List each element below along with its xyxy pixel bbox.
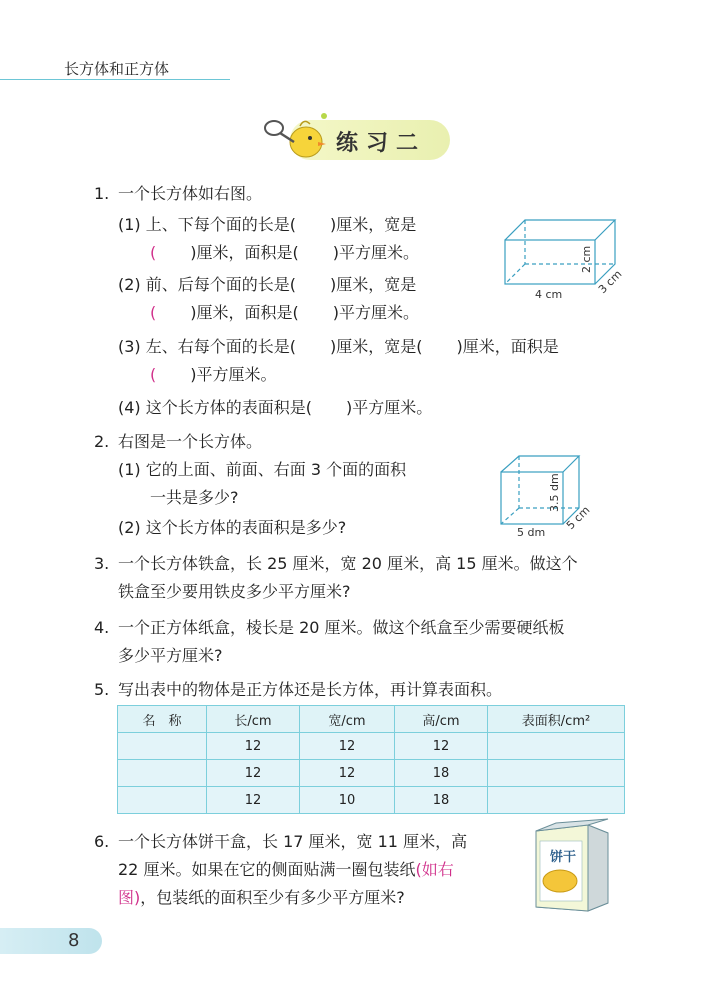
- q4-line2: 多少平方厘米?: [118, 646, 223, 665]
- q1-part2-line1: [118, 275, 416, 295]
- q1-p1-text-d: )厘米，面积是(: [190, 243, 299, 262]
- table-cell: 12: [300, 733, 395, 760]
- q1-part1-line1: [118, 215, 416, 235]
- table-cell: 12: [207, 760, 300, 787]
- q1-height-label: 2 cm: [580, 245, 593, 273]
- chapter-title: 长方体和正方体: [64, 60, 170, 78]
- q1-p3-text-d: (: [150, 365, 157, 384]
- chick-mascot-icon: [260, 108, 330, 164]
- q1-p3-text-a: (3) 左、右每个面的长是(: [118, 337, 296, 356]
- q1-part2-line2: [150, 303, 419, 323]
- page-number: 8: [68, 930, 80, 951]
- q2-width-label: 5 cm: [563, 503, 593, 533]
- cuboid-figure-q2: [495, 450, 605, 540]
- q4-line1: 一个正方体纸盒，棱长是 20 厘米。做这个纸盒至少需要硬纸板: [118, 618, 565, 637]
- q1-length-label: 4 cm: [535, 288, 563, 301]
- q1-stem: 一个长方体如右图。: [118, 184, 263, 203]
- table-header: 宽/cm: [300, 706, 395, 733]
- table-cell: [488, 733, 625, 760]
- table-cell: 12: [207, 733, 300, 760]
- header-rule: [0, 79, 230, 80]
- q1-number: 1.: [94, 184, 110, 203]
- q4-number: 4.: [94, 618, 110, 637]
- table-row: [118, 787, 625, 814]
- q6-line2-text: 22 厘米。如果在它的侧面贴满一圈包装纸: [118, 860, 416, 879]
- page-number-tab: [0, 928, 102, 954]
- table-cell: 10: [300, 787, 395, 814]
- table-cell: [118, 733, 207, 760]
- cuboid-figure-q1: [495, 210, 635, 305]
- q1-p2-text-e: )平方厘米。: [332, 303, 419, 322]
- q6-line1: 一个长方体饼干盒，长 17 厘米，宽 11 厘米，高: [118, 832, 468, 851]
- q1-p3-text-c: )厘米，面积是: [456, 337, 559, 356]
- table-cell: [118, 787, 207, 814]
- biscuit-box-illustration: [528, 815, 618, 915]
- table-cell: 12: [395, 733, 488, 760]
- table-cell: 18: [395, 787, 488, 814]
- q1-p2-text-b: )厘米，宽是: [330, 275, 417, 294]
- q1-p1-text-b: )厘米，宽是: [330, 215, 417, 234]
- q2-stem: 右图是一个长方体。: [118, 432, 263, 451]
- exercise-title: 练习二: [336, 131, 427, 156]
- q6-number: 6.: [94, 832, 110, 851]
- table-header: 高/cm: [395, 706, 488, 733]
- table-cell: [488, 760, 625, 787]
- q6-figure-ref-b: 图): [118, 888, 141, 907]
- table-cell: 18: [395, 760, 488, 787]
- q5-stem: 写出表中的物体是正方体还是长方体，再计算表面积。: [118, 680, 503, 699]
- q1-width-label: 3 cm: [595, 267, 625, 297]
- q1-part3-line2: [150, 365, 277, 385]
- table-cell: [488, 787, 625, 814]
- table-cell: 12: [207, 787, 300, 814]
- q2-part2: (2) 这个长方体的表面积是多少?: [118, 518, 347, 537]
- table-header: 名 称: [118, 706, 207, 733]
- biscuit-box-label: 饼干: [550, 850, 577, 865]
- q1-p2-text-a: (2) 前、后每个面的长是(: [118, 275, 296, 294]
- table-row: [118, 760, 625, 787]
- table-row: [118, 733, 625, 760]
- table-header-row: [118, 706, 625, 733]
- q1-p2-text-c: (: [150, 303, 157, 322]
- q3-number: 3.: [94, 554, 110, 573]
- q2-number: 2.: [94, 432, 110, 451]
- q1-p1-text-a: (1) 上、下每个面的长是(: [118, 215, 296, 234]
- q3-line1: 一个长方体铁盒，长 25 厘米，宽 20 厘米，高 15 厘米。做这个: [118, 554, 578, 573]
- table-header: 表面积/cm²: [488, 706, 625, 733]
- q1-p4-text-b: )平方厘米。: [346, 398, 433, 417]
- q1-part4: [118, 398, 432, 418]
- q2-part1-line1: (1) 它的上面、前面、右面 3 个面的面积: [118, 460, 407, 479]
- q2-height-label: 3.5 dm: [548, 473, 561, 512]
- q6-line3: [118, 888, 405, 908]
- q1-p1-text-c: (: [150, 243, 157, 262]
- q1-p2-text-d: )厘米，面积是(: [190, 303, 299, 322]
- q6-figure-ref-a: (如右: [415, 860, 454, 879]
- table-cell: 12: [300, 760, 395, 787]
- q1-p3-text-e: )平方厘米。: [190, 365, 277, 384]
- q2-length-label: 5 dm: [517, 526, 546, 539]
- q1-part1-line2: [150, 243, 419, 263]
- table-header: 长/cm: [207, 706, 300, 733]
- q3-line2: 铁盒至少要用铁皮多少平方厘米?: [118, 582, 351, 601]
- dimension-table: [117, 705, 625, 814]
- q1-p4-text-a: (4) 这个长方体的表面积是(: [118, 398, 312, 417]
- q1-p1-text-e: )平方厘米。: [332, 243, 419, 262]
- q1-p3-text-b: )厘米，宽是(: [330, 337, 423, 356]
- q5-number: 5.: [94, 680, 110, 699]
- q6-line3-text: ，包装纸的面积至少有多少平方厘米?: [140, 888, 405, 907]
- q1-part3-line1: [118, 337, 559, 357]
- table-cell: [118, 760, 207, 787]
- q6-line2: [118, 860, 454, 880]
- q2-part1-line2: 一共是多少?: [150, 488, 239, 507]
